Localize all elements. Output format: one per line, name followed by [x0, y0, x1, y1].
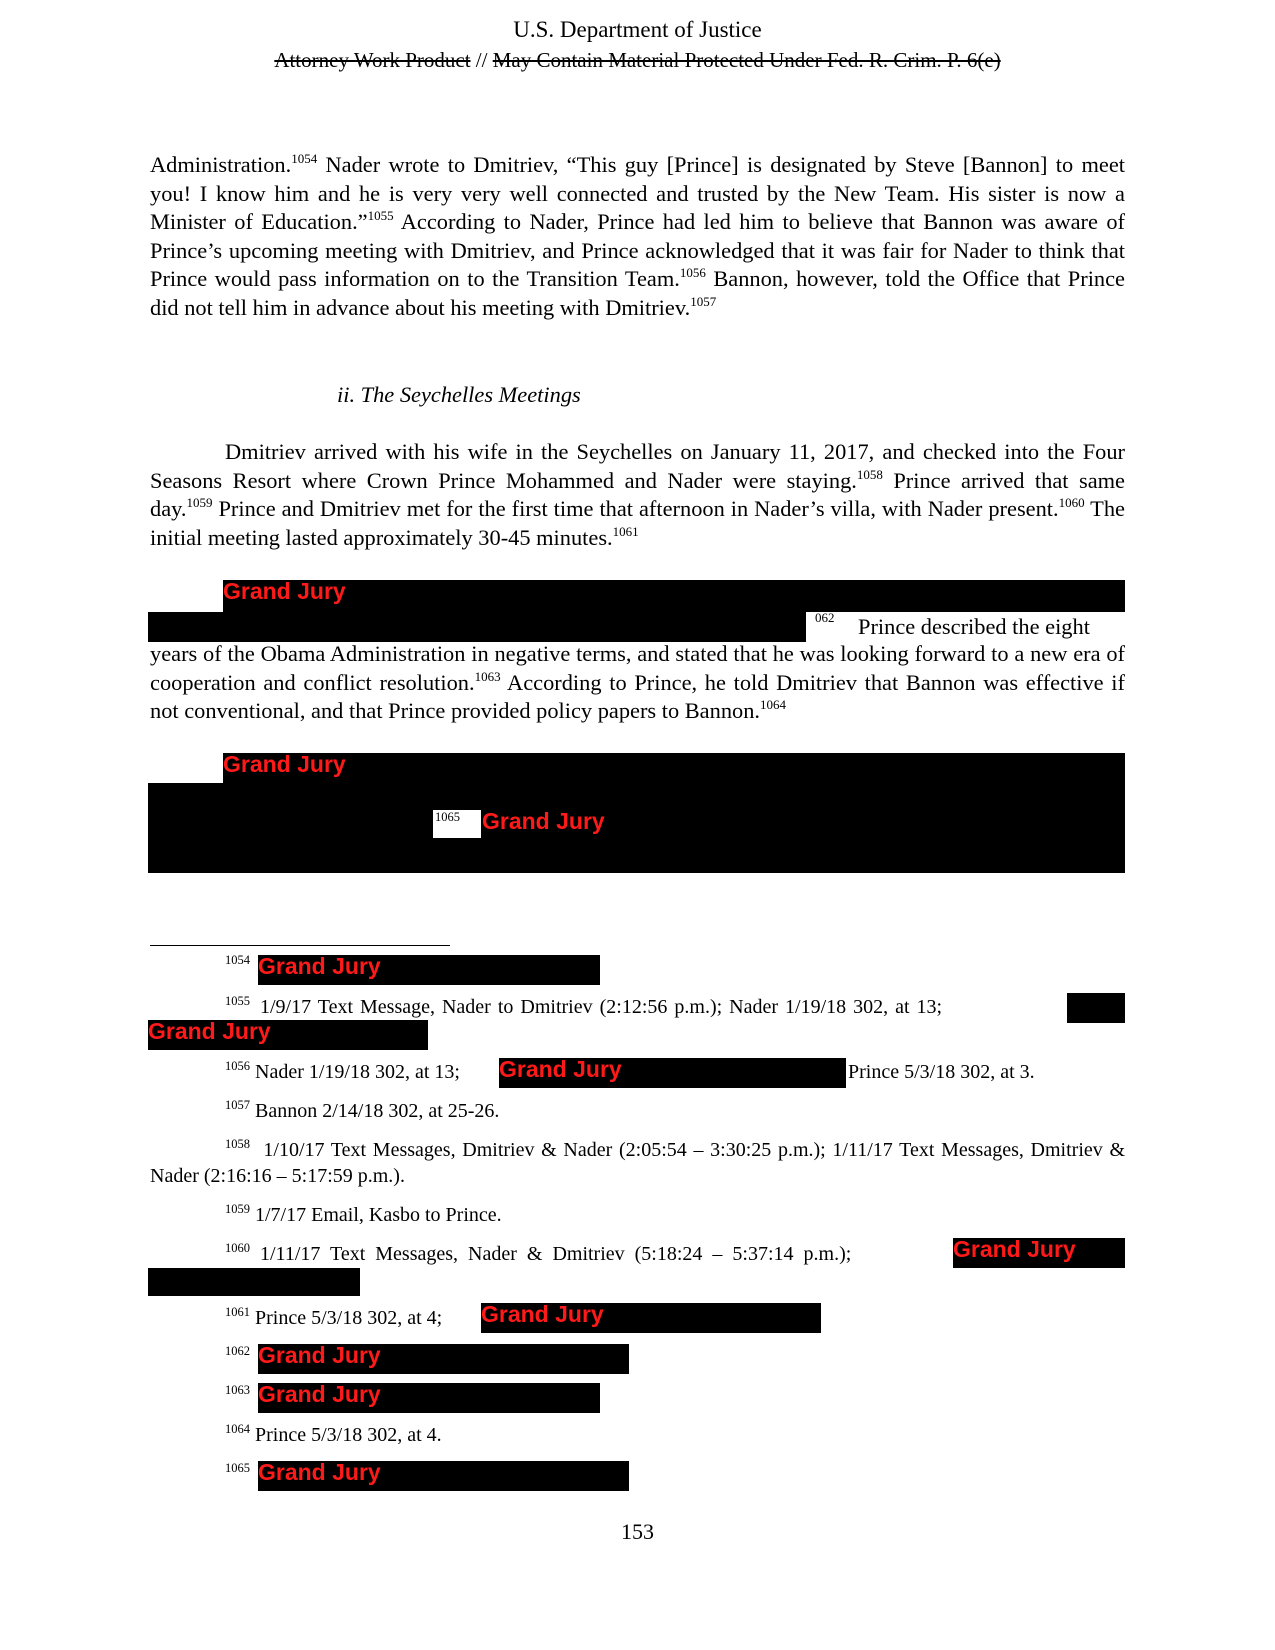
footnote-1064: $^{1064}$ Prince 5/3/18 302, at 4.	[225, 1422, 442, 1446]
redaction-label: Grand Jury	[148, 1018, 271, 1044]
paragraph-administration: Administration.$^{1054}$ Nader wrote to Dmitriev, “This guy [Prince] is designated by Steve [Bannon] to meet you! I know him and he is very very well connected and trusted by the New Team. His sister is now a Minister of Education.”$^{1055}$ According to Nader, Prince had led him to believe that Bannon was aware of Prince’s upcoming meeting with Dmitriev, and Prince acknowledged that it was fair for Nader to think that Prince would pass information on to the Transition Team.$^{1056}$ Bannon, however, told the Office that Prince did not tell him in advance about his meeting with Dmitriev.$^{1057}$	[150, 151, 1125, 320]
redaction-block	[223, 753, 1125, 783]
paragraph-seychelles-arrival: Dmitriev arrived with his wife in the Seychelles on January 11, 2017, and checked into the Four Seasons Resort where Crown Prince Mohammed and Nader were staying.$^{1058}$ Prince arrived that same day.$^{1059}$ Prince and Dmitriev met for the first time that afternoon in Nader’s villa, with Nader present.$^{1060}$ The initial meeting lasted approximately 30-45 minutes.$^{1061}$	[150, 439, 1125, 550]
footnote-1065: 1065	[225, 1461, 250, 1475]
footnote-1060: $^{1060}$ 1/11/17 Text Messages, Nader & Dmitriev (5:18:24 – 5:37:14 p.m.);	[225, 1241, 852, 1265]
redaction-label: Grand Jury	[481, 1301, 604, 1327]
redaction-label: Grand Jury	[258, 1459, 381, 1485]
redaction-label: Grand Jury	[223, 578, 346, 604]
redaction-block	[148, 612, 806, 642]
work-product-marking: Attorney Work Product	[274, 48, 471, 72]
section-heading: ii. The Seychelles Meetings	[337, 382, 581, 407]
footnote-1063: 1063	[225, 1383, 250, 1397]
footnote-1056: $^{1056}$ Nader 1/19/18 302, at 13;	[225, 1059, 460, 1083]
page-number: 153	[621, 1519, 654, 1544]
footnote-ref[interactable]: 1058	[856, 466, 883, 482]
paragraph-line-tail: Prince described the eight	[858, 614, 1090, 639]
footnote-1056-tail: Prince 5/3/18 302, at 3.	[848, 1061, 1035, 1083]
header-marking	[0, 48, 1275, 73]
paragraph-obama-administration: years of the Obama Administration in negative terms, and stated that he was looking forward to a new era of cooperation and conflict resolution.$^{1063}$ According to Prince, he told Dmitriev that Bannon was effective if not conventional, and that Prince provided policy papers to Bannon.$^{1064}$	[150, 641, 1125, 723]
footnote-ref[interactable]: 1063	[474, 668, 501, 684]
footnote-1058: $^{1058}$ 1/10/17 Text Messages, Dmitriev & Nader (2:05:54 – 3:30:25 p.m.); 1/11/17 Text Messages, Dmitriev & Nader (2:16:16 – 5:17:59 p.m.).	[150, 1137, 1126, 1187]
marking-separator: //	[470, 48, 493, 72]
footnote-ref-partial[interactable]: 062	[815, 610, 835, 625]
redaction-block	[223, 580, 1125, 612]
redaction-label: Grand Jury	[953, 1236, 1076, 1262]
footnote-1061: $^{1061}$ Prince 5/3/18 302, at 4;	[225, 1305, 443, 1329]
footnote-ref[interactable]: 1061	[612, 523, 639, 539]
footnote-ref[interactable]: 1060	[1058, 495, 1085, 510]
redaction-block	[148, 783, 1125, 873]
footnote-1054: 1054	[225, 953, 250, 967]
footnote-ref[interactable]: 1057	[690, 293, 717, 309]
footnote-1059: $^{1059}$ 1/7/17 Email, Kasbo to Prince.	[225, 1202, 502, 1226]
header-agency: U.S. Department of Justice	[513, 17, 762, 42]
redaction-block	[148, 1268, 360, 1296]
footnote-1057: $^{1057}$ Bannon 2/14/18 302, at 25-26.	[225, 1098, 500, 1122]
redaction-label: Grand Jury	[499, 1056, 622, 1082]
footnote-ref[interactable]: 1056	[679, 265, 706, 280]
footnote-1055: $^{1055}$ 1/9/17 Text Message, Nader to Dmitriev (2:12:56 p.m.); Nader 1/19/18 302, at 13;	[225, 994, 943, 1018]
redaction-label: Grand Jury	[258, 1381, 381, 1407]
footnote-ref[interactable]: 1054	[291, 151, 318, 166]
rule-6e-marking: May Contain Material Protected Under Fed. R. Crim. P. 6(e)	[492, 48, 1001, 72]
redaction-label: Grand Jury	[258, 953, 381, 979]
redaction-label: Grand Jury	[258, 1342, 381, 1368]
footnote-separator	[150, 945, 450, 946]
footnote-ref[interactable]: 1055	[367, 208, 394, 223]
footnote-1062: 1062	[225, 1344, 250, 1358]
redaction-block	[1067, 993, 1125, 1023]
footnote-ref[interactable]: 1065	[435, 810, 460, 824]
redaction-label: Grand Jury	[223, 751, 346, 777]
footnote-ref-box	[433, 810, 481, 838]
footnote-ref[interactable]: 1059	[186, 495, 213, 510]
footnote-ref[interactable]: 1064	[760, 697, 787, 712]
redaction-label: Grand Jury	[482, 808, 605, 834]
